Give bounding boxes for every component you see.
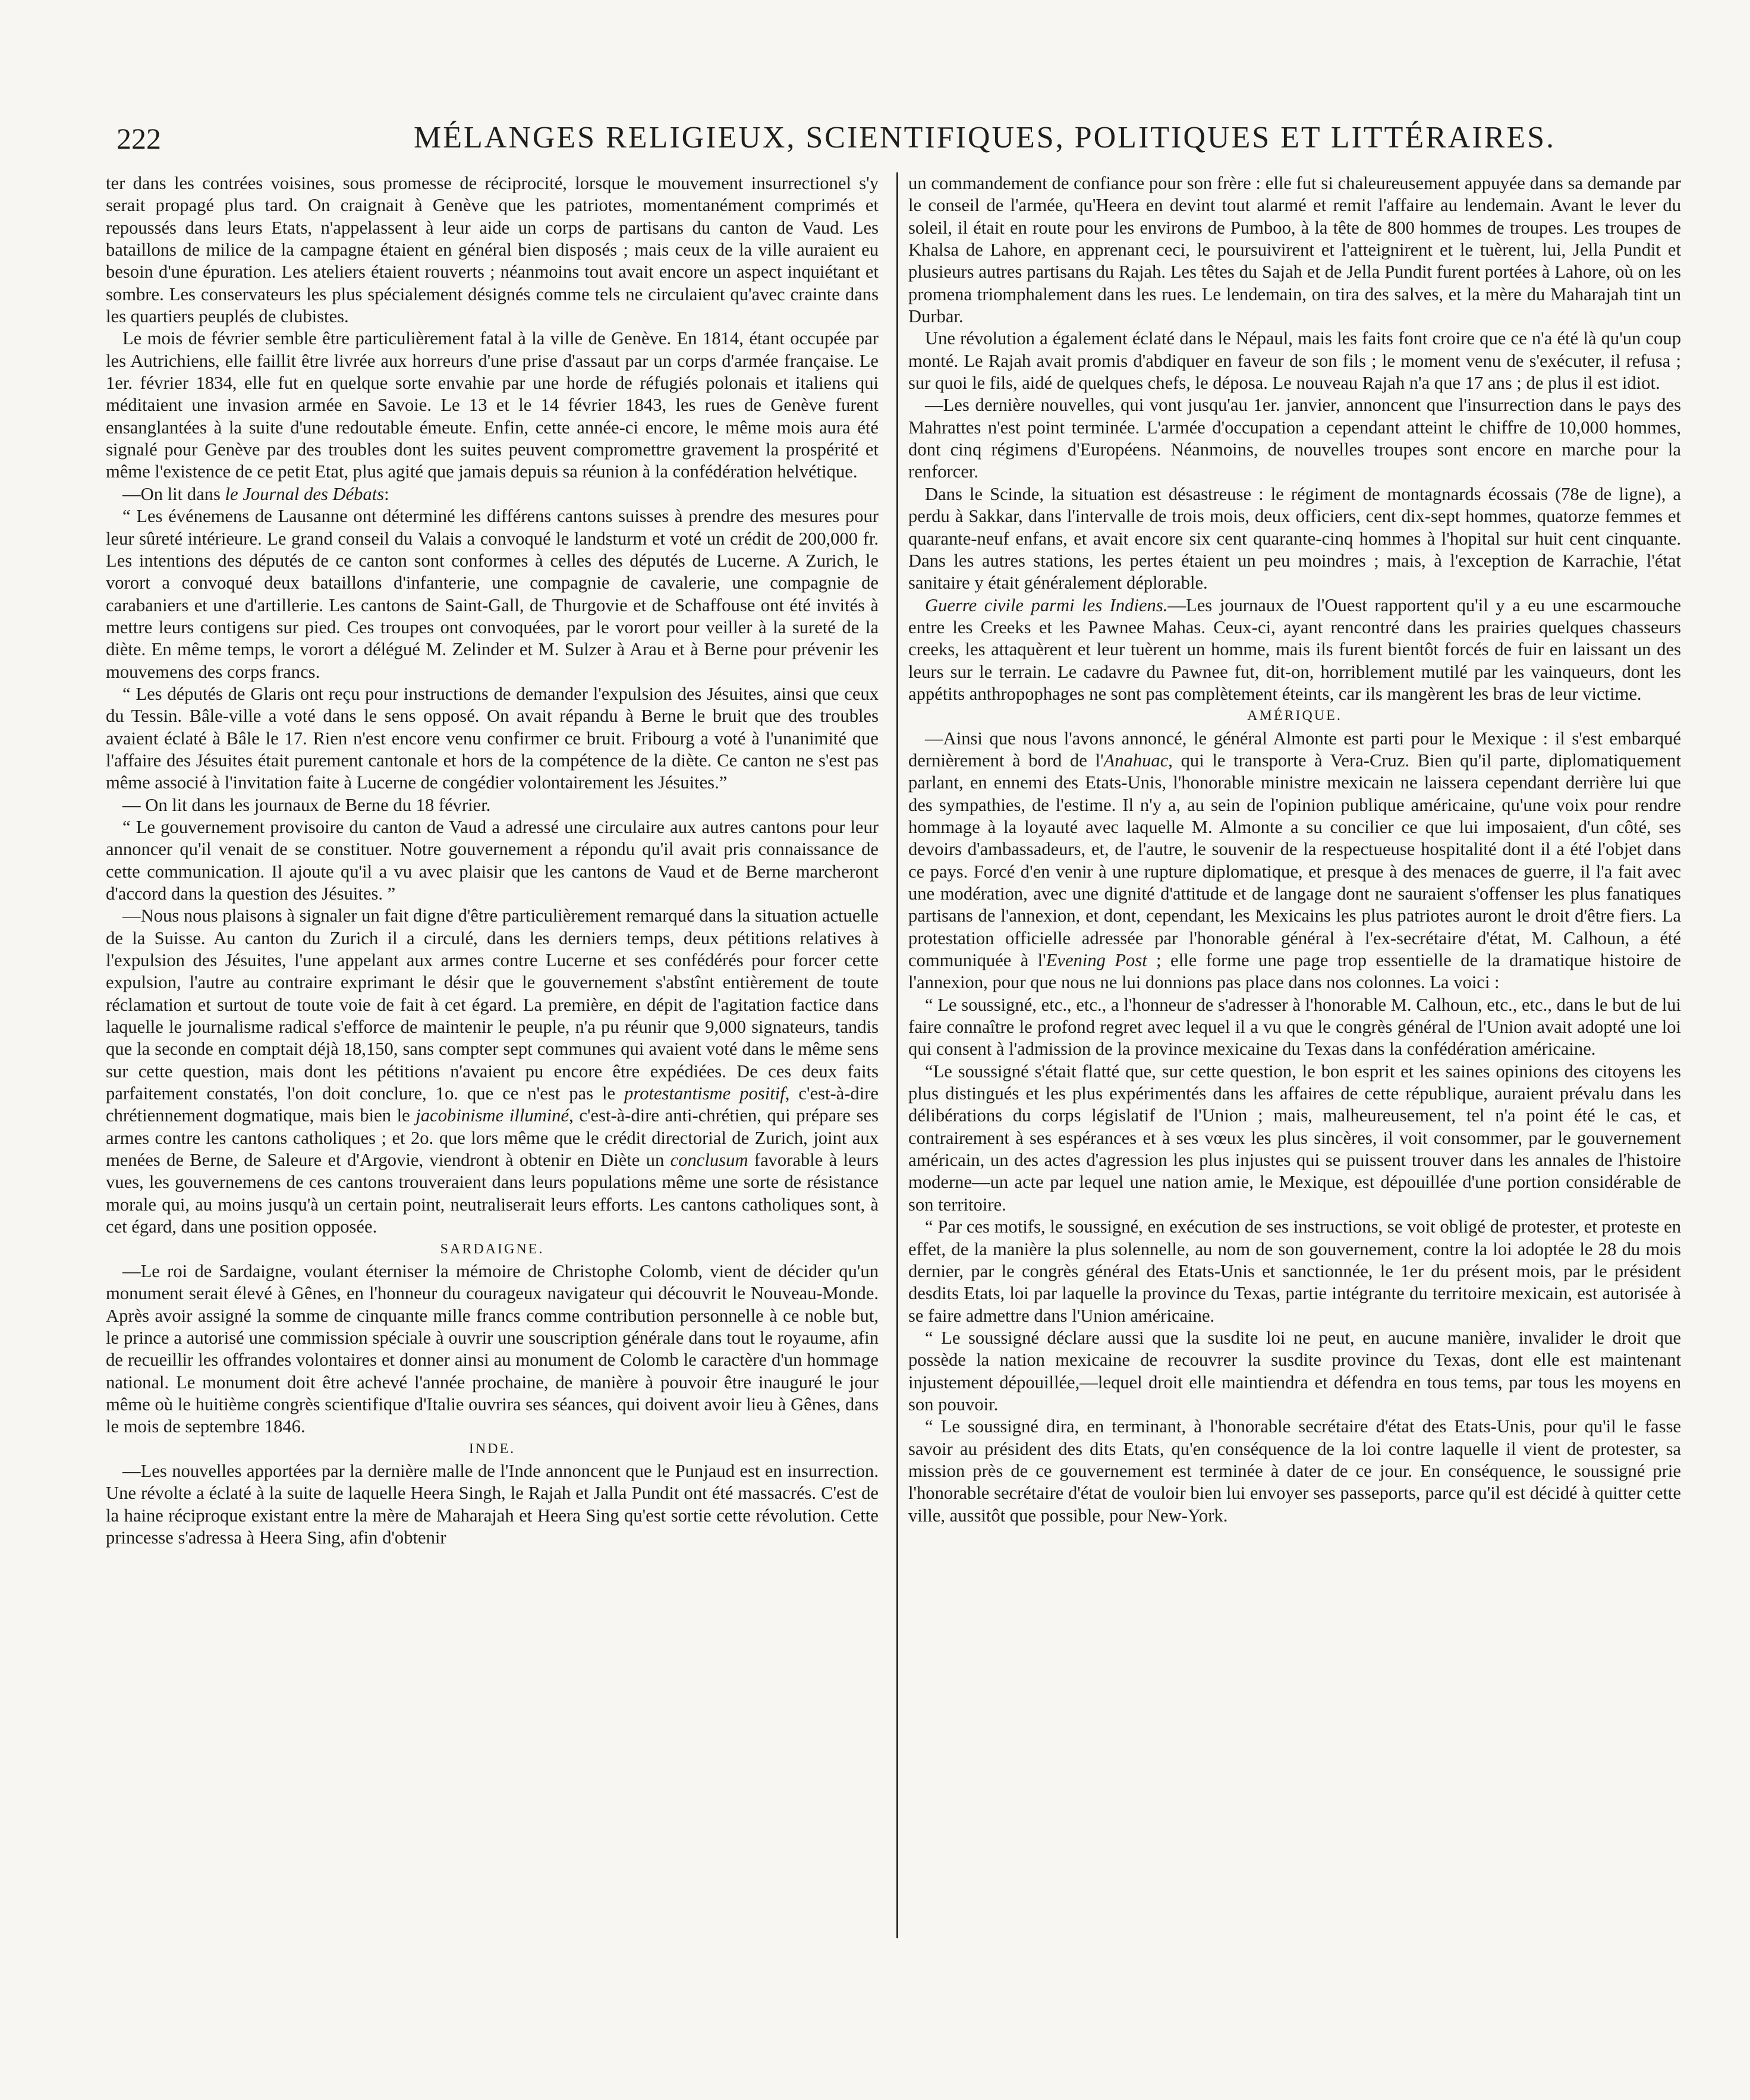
article-paragraph: ter dans les contrées voisines, sous promesse de réciprocité, lorsque le mouvement insurrectionel s'y serait propagé plus tard. On craignait à Genève que les patriotes, momentanément comprimés et repoussés dans leurs Etats, n'appelassent à leur aide un corps de partisans du canton de Vaud. Les bataillons de milice de la campagne étaient en général bien disposés ; mais ceux de la ville auraient eu besoin d'une épuration. Les ateliers étaient rouverts ; néanmoins tout avait encore un aspect inquiétant et sombre. Les conservateurs les plus spécialement désignés comme tels ne circulaient qu'avec crainte dans les quartiers peuplés de clubistes.	[106, 173, 879, 327]
quoted-paragraph: “ Le gouvernement provisoire du canton de Vaud a adressé une circulaire aux autres cantons pour leur annoncer qu'il venait de se constituer. Notre gouvernement a répondu qu'il avait pris connaissance de cette communication. Il ajoute qu'il a vu avec plaisir que les cantons de Vaud et de Berne marcheront d'accord dans la question des Jésuites. ”	[106, 816, 879, 904]
section-heading-sardaigne: SARDAIGNE.	[440, 1241, 544, 1257]
italic-run: conclusum	[670, 1150, 748, 1171]
text-run: , c'est-à-dire chrétiennement dogmatique, mais bien le	[106, 1083, 879, 1126]
page-header	[117, 118, 1556, 165]
source-name: le Journal des Débats	[225, 483, 385, 504]
quoted-paragraph: “ Les événemens de Lausanne ont déterminé les différens cantons suisses à prendre des mesures pour leur sûreté intérieure. Le grand conseil du Valais a convoqué le landsturm et voté un crédit de 200,000 fr. Les intentions des députés de ce canton sont conformes à celles des députés de Lucerne. A Zurich, le vorort a convoqué deux bataillons d'infanterie, une compagnie de cavalerie, une compagnie de carabaniers et une d'artillerie. Les cantons de Saint-Gall, de Thurgovie et de Schaffouse ont été invités à mettre leurs contigens sur pied. Ces troupes ont convoquées, par le vorort pour veiller à la sureté de la diète. En même temps, le vorort a délégué M. Zelinder et M. Sulzer à Arau et à Berne pour prévenir les mouvemens des corps francs.	[106, 506, 879, 682]
section-heading-amerique: AMÉRIQUE.	[1247, 708, 1342, 724]
quoted-paragraph: “ Le soussigné, etc., etc., a l'honneur de s'adresser à l'honorable M. Calhoun, etc., etc., dans le but de lui faire connaître le profond regret avec lequel il a vu que le congrès général de l'Union avait adopté une loi qui consent à l'admission de la province mexicaine du Texas dans la confédération américaine.	[908, 994, 1681, 1060]
article-paragraph: un commandement de confiance pour son frère : elle fut si chaleureusement appuyée dans sa demande par le conseil de l'armée, qu'Heera en devint tout alarmé et remit l'affaire au lendemain. Avant le lever du soleil, il était en route pour les environs de Pumboo, à la tête de 800 hommes de troupes. Les troupes de Khalsa de Lahore, en apprenant ceci, le poursuivirent et l'atteignirent et le tuèrent, lui, Jella Pundit et plusieurs autres partisans du Rajah. Les têtes du Sajah et de Jella Pundit furent portées à Lahore, où on les promena triomphalement dans les rues. Le lendemain, on tira des salves, et la mère du Maharajah tint un Durbar.	[908, 173, 1681, 327]
section-heading-inde: INDE.	[468, 1441, 516, 1457]
running-title: MÉLANGES RELIGIEUX, SCIENTIFIQUES, POLITIQUES ET LITTÉRAIRES.	[414, 121, 1556, 155]
article-paragraph: Dans le Scinde, la situation est désastreuse : le régiment de montagnards écossais (78e de ligne), a perdu à Sakkar, dans l'intervalle de trois mois, deux officiers, cent dix-sept hommes, quatorze femmes et quarante-neuf enfans, et avait encore six cent quarante-cinq hommes à l'hopital sur huit cent cinquante. Dans les autres stations, les pertes étaient un peu moindres ; mais, à l'exception de Karrachie, l'état sanitaire y était généralement déplorable.	[908, 483, 1681, 593]
column-divider	[896, 172, 898, 1938]
quoted-paragraph: “Le soussigné s'était flatté que, sur cette question, le bon esprit et les saines opinions des citoyens les plus distingués et les plus expérimentés dans les affaires de cette république, auraient prévalu dans les délibérations du corps législatif de l'Union ; mais, malheureusement, tel n'a point été le cas, et contrairement à ses espérances et à ses vœux les plus sincères, il voit consommer, par le gouvernement américain, un des actes d'agression les plus injustes qui se puissent trouver dans les annales de l'histoire moderne—un acte par lequel une nation amie, le Mexique, est dépouillée d'une portion considérable de son territoire.	[908, 1061, 1681, 1215]
quoted-paragraph: “ Les députés de Glaris ont reçu pour instructions de demander l'expulsion des Jésuites, ainsi que ceux du Tessin. Bâle-ville a voté dans le sens opposé. On avait répandu à Berne le bruit que des troubles avaient éclaté à Bâle le 17. Rien n'est encore venu confirmer ce bruit. Fribourg a voté à l'unanimité que l'affaire des Jésuites était purement cantonale et hors de la compétence de la diète. Ce canton ne s'est pas même associé à l'invitation faite à Lucerne de congédier volontairement les Jésuites.”	[106, 683, 879, 793]
article-paragraph: Le mois de février semble être particulièrement fatal à la ville de Genève. En 1814, étant occupée par les Autrichiens, elle faillit être livrée aux horreurs d'une prise d'assaut par un corps d'armée française. Le 1er. février 1834, elle fut en quelque sorte envahie par une horde de réfugiés polonais et italiens qui méditaient une invasion armée en Savoie. Le 13 et le 14 février 1843, les rues de Genève furent ensanglantées à la suite d'une redoutable émeute. Enfin, cette année-ci encore, le même mois aura été signalé pour Genève par des troubles dont les suites peuvent compromettre gravement la prospérité et même l'existence de ce petit Etat, plus agité que jamais depuis sa réunion à la confédération helvétique.	[106, 328, 879, 482]
text-run: —Ainsi que nous l'avons annoncé, le général Almonte est parti pour le Mexique : il s'est embarqué dernièrement à bord de l'	[908, 728, 1681, 771]
page-number: 222	[117, 122, 161, 155]
article-paragraph: — On lit dans les journaux de Berne du 18 février.	[122, 794, 491, 815]
quoted-paragraph: “ Le soussigné dira, en terminant, à l'honorable secrétaire d'état des Etats-Unis, pour qu'il le fasse savoir au président des dits Etats, qu'en conséquence de la loi contre laquelle il vient de protester, sa mission près de ce gouvernement est terminée à dater de ce jour. En conséquence, le soussigné prie l'honorable secrétaire d'état de vouloir bien lui envoyer ses passeports, parce qu'il est décidé à quitter cette ville, aussitôt que possible, pour New-York.	[908, 1416, 1681, 1526]
text-run: , qui le transporte à Vera-Cruz. Bien qu'il parte, diplomatiquement parlant, en ennemi des Etats-Unis, l'honorable ministre mexicain ne laissera cependant derrière lui que des sympathies, de l'estime. Il n'y a, au sein de l'opinion publique américaine, qu'une voix pour rendre hommage à la loyauté avec laquelle M. Almonte a su concilier ce que lui imposaient, d'un côté, ses devoirs d'ambassadeurs, et, de l'autre, le souvenir de la respectueuse hospitalité dont il a été l'objet dans ce pays. Forcé d'en venir à une rupture diplomatique, et presque à des menaces de guerre, il l'a fait avec une modération, avec une dignité d'attitude et de langage dont ne sauraient s'offenser les plus fanatiques partisans de l'annexion, et dont, cependant, les Mexicains les plus patriotes auront le droit d'être fiers. La protestation officielle adressée par l'honorable général à l'ex-secrétaire d'état, M. Calhoun, a été communiquée à l'	[908, 750, 1681, 971]
source-suffix: :	[384, 483, 389, 504]
text-run: , c'est-à-dire anti-chrétien, qui prépare ses armes contre les cantons catholiques ; et 2o. que lors même que le crédit directorial de Zurich, joint aux menées de Berne, de Saleure et d'Argovie, viendront à obtenir en Diète un	[106, 1105, 879, 1171]
quoted-paragraph: “ Le soussigné déclare aussi que la susdite loi ne peut, en aucune manière, invalider le droit que possède la nation mexicaine de recouvrer la susdite province du Texas, dont elle est maintenant injustement dépouillée,—lequel droit elle maintiendra et défendra en tous tems, par tous les moyens en son pouvoir.	[908, 1327, 1681, 1414]
italic-run: Guerre civile parmi les Indiens.	[925, 595, 1168, 615]
article-paragraph	[908, 728, 1681, 994]
italic-run: jacobinisme illuminé	[416, 1105, 569, 1126]
article-paragraph: —Le roi de Sardaigne, voulant éterniser la mémoire de Christophe Colomb, vient de décider qu'un monument serait élevé à Gênes, en l'honneur du courageux navigateur qui découvrit le Nouveau-Monde. Après avoir assigné la somme de cinquante mille francs comme contribution personnelle à ce noble but, le prince a autorisé une commission spéciale à ouvrir une souscription générale dans tout le royaume, afin de recueillir les offrandes volontaires et donner ainsi au monument de Colomb le caractère d'un hommage national. Le monument doit être achevé l'année prochaine, de manière à pouvoir être inauguré le jour même où le huitième congrès scientifique d'Italie ouvrira ses séances, qui doivent avoir lieu à Gênes, dans le mois de septembre 1846.	[106, 1260, 879, 1437]
right-column	[908, 172, 1681, 2063]
article-paragraph	[908, 595, 1681, 706]
quoted-paragraph: “ Par ces motifs, le soussigné, en exécution de ses instructions, se voit obligé de protester, et proteste en effet, de la manière la plus solennelle, au nom de son gouvernement, contre la loi adoptée le 28 du mois dernier, par le congrès général des Etats-Unis et sanctionnée, le 1er du présent mois, par le président desdits Etats, loi par laquelle la province du Texas, partie intégrante du territoire mexicain, est autorisée à se faire admettre dans l'Union américaine.	[908, 1216, 1681, 1326]
left-column	[106, 172, 879, 2063]
italic-run: Evening Post	[1046, 950, 1147, 971]
article-paragraph	[106, 905, 879, 1238]
text-run: —Nous nous plaisons à signaler un fait digne d'être particulièrement remarqué dans la situation actuelle de la Suisse. Au canton du Zurich il a circulé, dans les derniers temps, deux pétitions relatives à l'expulsion des Jésuites, l'une appelant aux armes contre Lucerne et ses confédérés pour forcer cette expulsion, l'autre au contraire exprimant le désir que le gouvernement s'abstînt entièrement de toute réclamation et surtout de toute voie de fait à cet égard. La première, en dépit de l'agitation factice dans laquelle le journalisme radical s'efforce de maintenir le peuple, n'a pu réunir que 9,000 signateurs, tandis que la seconde en comptait déjà 18,150, sans compter sept communes qui avaient voté dans le même sens sur cette question, mais dont les pétitions n'avaient pu encore être expédiées. De ces deux faits parfaitement constatés, l'on doit conclure, 1o. que ce n'est pas le	[106, 906, 879, 1104]
article-paragraph: Une révolution a également éclaté dans le Népaul, mais les faits font croire que ce n'a été là qu'un coup monté. Le Rajah avait promis d'abdiquer en faveur de son fils ; le moment venu de s'exécuter, il refusa ; sur quoi le fils, aidé de quelques chefs, le déposa. Le nouveau Rajah n'a que 17 ans ; de plus il est idiot.	[908, 328, 1681, 394]
source-prefix: —On lit dans	[122, 483, 225, 504]
article-paragraph: —Les nouvelles apportées par la dernière malle de l'Inde annoncent que le Punjaud est en insurrection. Une révolte a éclaté à la suite de laquelle Heera Singh, le Rajah et Jalla Pundit ont été massacrés. C'est de la haine réciproque existant entre la mère de Maharajah et Heera Sing qu'est sortie cette révolution. Cette princesse s'adressa à Heera Sing, afin d'obtenir	[106, 1460, 879, 1548]
source-line	[106, 483, 879, 505]
text-run: —Les journaux de l'Ouest rapportent qu'il y a eu une escarmouche entre les Creeks et les Pawnee Mahas. Ceux-ci, ayant rencontré dans les prairies quelques chasseurs creeks, les attaquèrent et leur tuèrent un homme, mais ils furent bientôt forcés de fuir en laissant un des leurs sur le terrain. Le cadavre du Pawnee fut, dit-on, horriblement mutilé par les vainqueurs, dont les appétits anthropophages ne sont pas complètement éteints, car ils mangèrent les bras de leur victime.	[908, 595, 1681, 704]
article-paragraph: —Les dernière nouvelles, qui vont jusqu'au 1er. janvier, annoncent que l'insurrection dans le pays des Mahrattes n'est point terminée. L'armée d'occupation a cependant atteint le chiffre de 10,000 hommes, dont cinq régimens d'Européens. Néanmoins, de nouvelles troupes sont encore en marche pour la renforcer.	[908, 395, 1681, 482]
text-run: ; elle forme une page trop essentielle de la dramatique histoire de l'annexion, pour que nous ne lui donnions pas place dans nos colonnes. La voici :	[908, 950, 1681, 993]
italic-run: Anahuac	[1103, 750, 1169, 771]
italic-run: protestantisme positif	[624, 1083, 785, 1104]
text-run: favorable à leurs vues, les gouvernemens de ces cantons trouveraient dans leurs populations même une sorte de résistance morale qui, au moins jusqu'à un certain point, neutraliserait leurs efforts. Les cantons catholiques sont, à cet égard, dans une position opposée.	[106, 1150, 879, 1237]
